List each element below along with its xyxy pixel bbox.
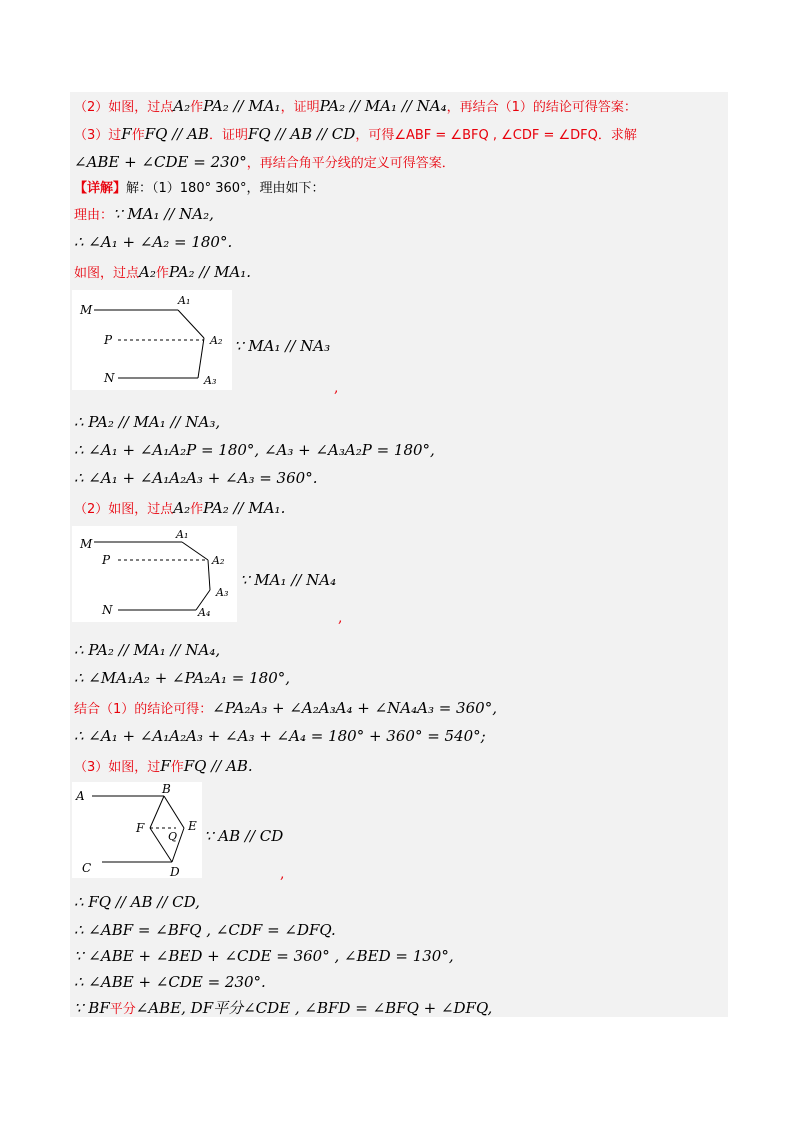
proof-line: ∴ ∠A₁ + ∠A₁A₂A₃ + ∠A₃ = 360°. <box>74 469 318 487</box>
figure-2 <box>72 526 237 622</box>
figure-2-caption: ∵ MA₁ // NA₄ <box>240 571 337 589</box>
label-A1: A₁ <box>178 294 191 307</box>
label-M: M <box>80 303 93 317</box>
hint-line-3b: ∠ABE + ∠CDE = 230°，再结合角平分线的定义可得答案． <box>74 153 455 171</box>
proof-line: ∵ ∠ABE + ∠BED + ∠CDE = 360° , ∠BED = 130°, <box>74 947 454 965</box>
label-B: B <box>162 782 171 796</box>
label-A3: A₃ <box>216 586 229 599</box>
label-N: N <box>104 371 115 385</box>
label-P: P <box>102 553 111 567</box>
figure-3 <box>72 782 202 878</box>
proof-line: 理由：∵ MA₁ // NA₂, <box>74 205 214 223</box>
figure-1-diagram <box>72 290 232 390</box>
proof-line: ∴ ∠ABE + ∠CDE = 230°. <box>74 973 266 991</box>
proof-line: ∴ PA₂ // MA₁ // NA₄, <box>74 641 221 659</box>
label-C: C <box>82 861 92 875</box>
label-P: P <box>104 333 113 347</box>
proof-line: 结合（1）的结论可得：∠PA₂A₃ + ∠A₂A₃A₄ + ∠NA₄A₃ = 360°, <box>74 699 497 717</box>
proof-line: 如图，过点A₂作PA₂ // MA₁. <box>74 263 252 281</box>
proof-line: ∴ ∠A₁ + ∠A₁A₂A₃ + ∠A₃ + ∠A₄ = 180° + 360° = 540°; <box>74 727 486 745</box>
figure-3-diagram <box>72 782 202 878</box>
figure-3-caption: ∵ AB // CD <box>204 827 284 845</box>
label-N: N <box>102 603 113 617</box>
trailing-comma: , <box>334 380 339 396</box>
detail-heading: 【详解】解：（1）180° 360°，理由如下： <box>74 181 325 196</box>
figure-2-diagram <box>72 526 237 622</box>
trailing-comma: , <box>338 610 343 626</box>
label-A3: A₃ <box>204 374 217 387</box>
proof-line: ∴ PA₂ // MA₁ // NA₃, <box>74 413 221 431</box>
figure-1 <box>72 290 232 390</box>
proof-line: ∴ FQ // AB // CD, <box>74 893 200 911</box>
trailing-comma: , <box>280 866 285 882</box>
proof-line: ∴ ∠ABF = ∠BFQ , ∠CDF = ∠DFQ. <box>74 921 336 939</box>
figure-1-caption: ∵ MA₁ // NA₃ <box>234 337 331 355</box>
proof-line: ∴ ∠A₁ + ∠A₁A₂P = 180°, ∠A₃ + ∠A₃A₂P = 180°, <box>74 441 435 459</box>
label-A1: A₁ <box>176 528 189 541</box>
proof-line: （2）如图，过点A₂作PA₂ // MA₁. <box>74 499 286 517</box>
label-A2: A₂ <box>210 334 223 347</box>
proof-line: ∴ ∠A₁ + ∠A₂ = 180°. <box>74 233 233 251</box>
label-D: D <box>170 865 180 878</box>
label-M: M <box>80 537 93 551</box>
proof-line: （3）如图，过F作FQ // AB. <box>74 757 253 775</box>
label-A2: A₂ <box>212 554 225 567</box>
hint-line-2: （2）如图，过点A₂作PA₂ // MA₁，证明PA₂ // MA₁ // NA₄，再结合（1）的结论可得答案： <box>74 97 637 115</box>
label-F: F <box>136 821 145 835</box>
proof-line: ∴ ∠MA₁A₂ + ∠PA₂A₁ = 180°, <box>74 669 291 687</box>
hint-line-3: （3）过F作FQ // AB．证明FQ // AB // CD，可得∠ABF = ∠BFQ , ∠CDF = ∠DFQ．求解 <box>74 125 637 143</box>
proof-line: ∵ BF平分∠ABE, DF平分∠CDE , ∠BFD = ∠BFQ + ∠DFQ, <box>74 999 493 1017</box>
label-A4: A₄ <box>198 606 211 619</box>
label-Q: Q <box>168 830 178 843</box>
label-E: E <box>188 819 197 833</box>
label-A: A <box>76 789 85 803</box>
